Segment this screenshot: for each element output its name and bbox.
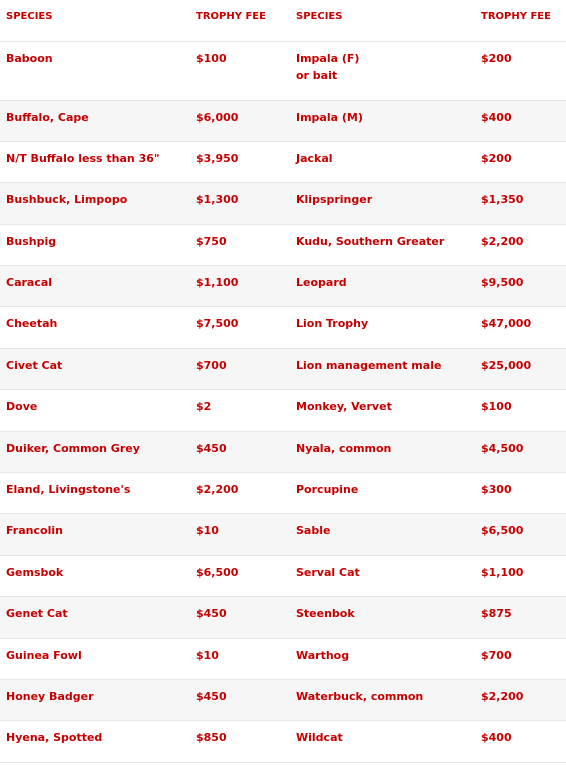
table-row (0, 100, 566, 141)
fee-cell: $1,350 (481, 193, 524, 207)
table-row (0, 183, 566, 224)
header-species-left: SPECIES (6, 11, 53, 22)
species-cell: Impala (M) (296, 110, 363, 124)
fee-cell: $850 (196, 731, 227, 745)
fee-cell: $2,200 (196, 483, 239, 497)
table-row (0, 721, 566, 762)
species-cell: Leopard (296, 276, 347, 290)
table-row (0, 390, 566, 431)
fee-cell: $2 (196, 400, 212, 414)
table-header-row (0, 0, 566, 41)
species-cell: Monkey, Vervet (296, 400, 392, 414)
fee-cell: $25,000 (481, 358, 532, 372)
table-row (0, 597, 566, 638)
fee-cell: $1,100 (481, 565, 524, 579)
species-cell: Waterbuck, common (296, 689, 424, 703)
species-cell: Nyala, common (296, 441, 392, 455)
fee-cell: $10 (196, 648, 219, 662)
species-cell: Lion Trophy (296, 317, 369, 331)
fee-cell: $4,500 (481, 441, 524, 455)
fee-cell: $2,200 (481, 689, 524, 703)
species-cell: Warthog (296, 648, 350, 662)
species-cell: Gemsbok (6, 565, 64, 579)
fee-cell: $875 (481, 607, 512, 621)
species-cell: Guinea Fowl (6, 648, 82, 662)
table-row (0, 141, 566, 182)
species-cell: Buffalo, Cape (6, 110, 89, 124)
species-cell: Caracal (6, 276, 53, 290)
fee-cell: $3,950 (196, 151, 239, 165)
fee-cell: $6,000 (196, 110, 239, 124)
header-fee-left: TROPHY FEE (196, 11, 266, 22)
fee-cell: $47,000 (481, 317, 532, 331)
fee-cell: $200 (481, 51, 512, 65)
table-row (0, 514, 566, 555)
fee-cell: $6,500 (196, 565, 239, 579)
fee-cell: $450 (196, 689, 227, 703)
fee-cell: $200 (481, 151, 512, 165)
species-cell: Klipspringer (296, 193, 373, 207)
table-row (0, 224, 566, 265)
table-row (0, 473, 566, 514)
table-row (0, 348, 566, 389)
species-cell: Jackal (296, 151, 333, 165)
fee-cell: $100 (481, 400, 512, 414)
species-cell: Porcupine (296, 483, 359, 497)
fee-cell: $450 (196, 607, 227, 621)
fee-cell: $400 (481, 110, 512, 124)
fee-cell: $700 (196, 358, 227, 372)
table-row (0, 555, 566, 596)
fee-cell: $6,500 (481, 524, 524, 538)
table-row (0, 41, 566, 100)
table-row (0, 679, 566, 720)
species-cell: Impala (F) or bait (296, 51, 360, 82)
species-cell: Sable (296, 524, 331, 538)
species-cell: Dove (6, 400, 38, 414)
species-cell: Wildcat (296, 731, 343, 745)
fee-cell: $9,500 (481, 276, 524, 290)
table-row (0, 638, 566, 679)
species-cell: Eland, Livingstone's (6, 483, 131, 497)
fee-cell: $400 (481, 731, 512, 745)
fee-cell: $7,500 (196, 317, 239, 331)
species-cell: Lion management male (296, 358, 442, 372)
species-cell: Baboon (6, 51, 53, 65)
species-cell: Hyena, Spotted (6, 731, 103, 745)
fee-cell: $450 (196, 441, 227, 455)
table-row (0, 266, 566, 307)
fee-cell: $100 (196, 51, 227, 65)
table-row (0, 307, 566, 348)
species-cell: Kudu, Southern Greater (296, 234, 445, 248)
header-species-right: SPECIES (296, 11, 343, 22)
fee-cell: $700 (481, 648, 512, 662)
header-fee-right: TROPHY FEE (481, 11, 551, 22)
species-cell: Steenbok (296, 607, 355, 621)
species-cell: Francolin (6, 524, 63, 538)
fee-cell: $300 (481, 483, 512, 497)
fee-cell: $1,300 (196, 193, 239, 207)
species-cell: Bushbuck, Limpopo (6, 193, 128, 207)
table-row (0, 431, 566, 472)
fee-cell: $10 (196, 524, 219, 538)
species-cell: Bushpig (6, 234, 57, 248)
species-cell: Honey Badger (6, 689, 94, 703)
fee-cell: $1,100 (196, 276, 239, 290)
species-cell: Civet Cat (6, 358, 63, 372)
species-cell: N/T Buffalo less than 36" (6, 151, 160, 165)
species-cell: Cheetah (6, 317, 58, 331)
species-cell: Duiker, Common Grey (6, 441, 140, 455)
species-cell: Serval Cat (296, 565, 360, 579)
fee-cell: $2,200 (481, 234, 524, 248)
species-cell: Genet Cat (6, 607, 68, 621)
fee-cell: $750 (196, 234, 227, 248)
